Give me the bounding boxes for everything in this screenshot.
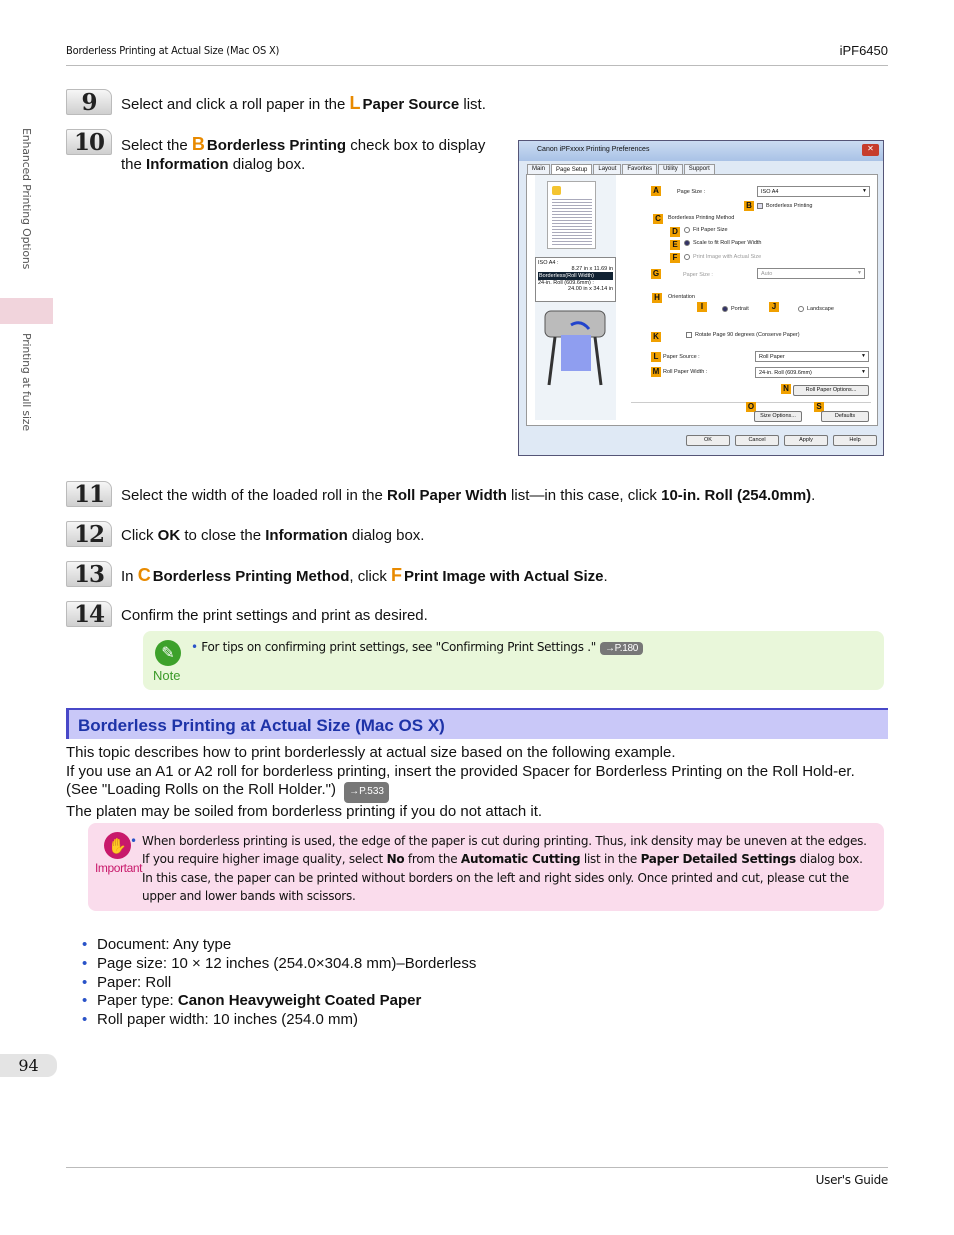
roll-width-dropdown[interactable]: 24-in. Roll (609.6mm) ▼ — [755, 367, 869, 378]
borderless-label: Borderless Printing — [766, 203, 813, 209]
step-number: 14 — [66, 601, 112, 627]
portrait-radio[interactable] — [722, 306, 728, 312]
note-label: Note — [153, 668, 181, 683]
step-10-text: Select the B Borderless Printing check box to display the Information dialog box. — [121, 134, 486, 173]
header-title: Borderless Printing at Actual Size (Mac OS X) — [66, 44, 280, 57]
step-13-text: In C Borderless Printing Method, click F Print Image with Actual Size. — [121, 565, 608, 585]
important-text: • When borderless printing is used, the edge of the paper is cut during printing. Thus, ink density may be uneven at the edges. If you require higher image quality, select No from the Automatic Cutting list in the Paper Detailed Settings dialog box. In this case, the paper can be printed without borders on the left and right sides only. Once printed and cut, please cut the upper and lower bands with scissors. — [130, 834, 867, 904]
size-options-button[interactable]: Size Options... — [754, 411, 802, 422]
tab-favorites[interactable]: Favorites — [622, 164, 657, 175]
hand-icon: ✋ — [104, 832, 131, 859]
section-heading: Borderless Printing at Actual Size (Mac OS X) — [66, 708, 888, 739]
side-tab-highlight — [0, 298, 53, 324]
list-item: • Page size: 10 × 12 inches (254.0×304.8 mm)–Borderless — [82, 955, 476, 974]
label-c: C — [653, 214, 663, 224]
label-e: E — [670, 240, 680, 250]
label-k: K — [651, 332, 661, 342]
preview-pane — [535, 175, 616, 420]
tab-main[interactable]: Main — [527, 164, 550, 175]
page-footer — [66, 1167, 888, 1187]
step-number: 13 — [66, 561, 112, 587]
scale-fit-radio[interactable] — [684, 240, 690, 246]
dialog-titlebar: Canon iPFxxxx Printing Preferences ✕ — [519, 141, 883, 161]
ok-button[interactable]: OK — [686, 435, 730, 446]
label-i: I — [697, 302, 707, 312]
fit-paper-radio[interactable] — [684, 227, 690, 233]
step-9-text: Select and click a roll paper in the L Paper Source list. — [121, 93, 486, 113]
tab-utility[interactable]: Utility — [658, 164, 683, 175]
list-item: • Roll paper width: 10 inches (254.0 mm) — [82, 1011, 476, 1030]
step-11-text: Select the width of the loaded roll in the Roll Paper Width list—in this case, click 10-in. Roll (254.0mm). — [121, 487, 816, 504]
landscape-radio[interactable] — [798, 306, 804, 312]
cancel-button[interactable]: Cancel — [735, 435, 779, 446]
apply-button[interactable]: Apply — [784, 435, 828, 446]
page-setup-panel — [526, 174, 878, 426]
label-b: B — [744, 201, 754, 211]
page-number: 94 — [0, 1054, 57, 1077]
paper-source-label: Paper Source : — [663, 354, 700, 360]
actual-size-label: Print Image with Actual Size — [693, 254, 762, 260]
label-s: S — [814, 402, 824, 412]
borderless-checkbox[interactable] — [757, 203, 763, 209]
important-box — [88, 823, 884, 911]
list-item: • Document: Any type — [82, 936, 476, 955]
page-header — [66, 44, 888, 66]
actual-size-radio[interactable] — [684, 254, 690, 260]
label-d: D — [670, 227, 680, 237]
note-box — [143, 631, 884, 690]
paper-size-label: Paper Size : — [683, 272, 713, 278]
roll-width-label: Roll Paper Width : — [663, 369, 708, 375]
step-number: 9 — [66, 89, 112, 115]
printing-preferences-dialog — [518, 140, 884, 456]
header-model: iPF6450 — [839, 43, 888, 58]
step-12-text: Click OK to close the Information dialog box. — [121, 527, 425, 544]
label-n: N — [781, 384, 791, 394]
pencil-icon: ✎ — [155, 640, 181, 666]
label-a: A — [651, 186, 661, 196]
paper-source-dropdown[interactable]: Roll Paper ▼ — [755, 351, 869, 362]
roll-options-button[interactable]: Roll Paper Options... — [793, 385, 869, 396]
example-list — [82, 936, 476, 1030]
landscape-label: Landscape — [807, 306, 834, 312]
footer-text: User's Guide — [815, 1173, 888, 1187]
scale-fit-label: Scale to fit Roll Paper Width — [693, 240, 762, 246]
label-f: F — [670, 253, 680, 263]
preview-info: ISO A4 : 8.27 in x 11.69 in Borderless(Roll Width) 24-in. Roll (609.6mm) : 24.00 in x 34.14 in — [535, 257, 616, 302]
paper-size-dropdown[interactable]: Auto ▼ — [757, 268, 865, 279]
orientation-label: Orientation — [668, 294, 695, 300]
method-label: Borderless Printing Method — [668, 215, 735, 221]
printer-illustration — [541, 305, 609, 389]
fit-paper-label: Fit Paper Size — [693, 227, 728, 233]
step-number: 10 — [66, 129, 112, 155]
list-item: • Paper type: Canon Heavyweight Coated Paper — [82, 992, 476, 1011]
close-icon[interactable]: ✕ — [862, 144, 879, 156]
important-label: Important — [95, 861, 143, 875]
note-text: • For tips on confirming print settings, see "Confirming Print Settings ." →P.180 — [191, 640, 643, 655]
step-14-text: Confirm the print settings and print as desired. — [121, 607, 428, 624]
section-body: This topic describes how to print borderlessly at actual size based on the following example. If you use an A1 or A2 roll for borderless printing, insert the provided Spacer for Borderless Printing on the Roll Hold-er. (See "Loading Rolls on the Roll Holder.") →P.533 The platen may be soiled from borderless printing if you do not attach it. — [66, 744, 855, 820]
page-size-dropdown[interactable]: ISO A4 ▼ — [757, 186, 870, 197]
page-preview — [547, 181, 596, 249]
label-l: L — [651, 352, 661, 362]
label-m: M — [652, 367, 660, 376]
portrait-label: Portrait — [731, 306, 749, 312]
list-item: • Paper: Roll — [82, 974, 476, 993]
label-o: O — [747, 402, 755, 411]
step-number: 11 — [66, 481, 112, 507]
label-h: H — [652, 293, 662, 303]
step-number: 12 — [66, 521, 112, 547]
tab-layout[interactable]: Layout — [593, 164, 621, 175]
label-j: J — [769, 302, 779, 312]
page-ref-link[interactable]: →P.180 — [600, 642, 643, 655]
page-ref-link[interactable]: →P.533 — [344, 782, 389, 803]
rotate-label: Rotate Page 90 degrees (Conserve Paper) — [695, 332, 800, 338]
page-size-label: Page Size : — [677, 189, 706, 195]
help-button[interactable]: Help — [833, 435, 877, 446]
defaults-button[interactable]: Defaults — [821, 411, 869, 422]
rotate-checkbox[interactable] — [686, 332, 692, 338]
label-g: G — [652, 269, 660, 278]
tab-page-setup[interactable]: Page Setup — [551, 164, 592, 175]
tab-support[interactable]: Support — [684, 164, 715, 175]
